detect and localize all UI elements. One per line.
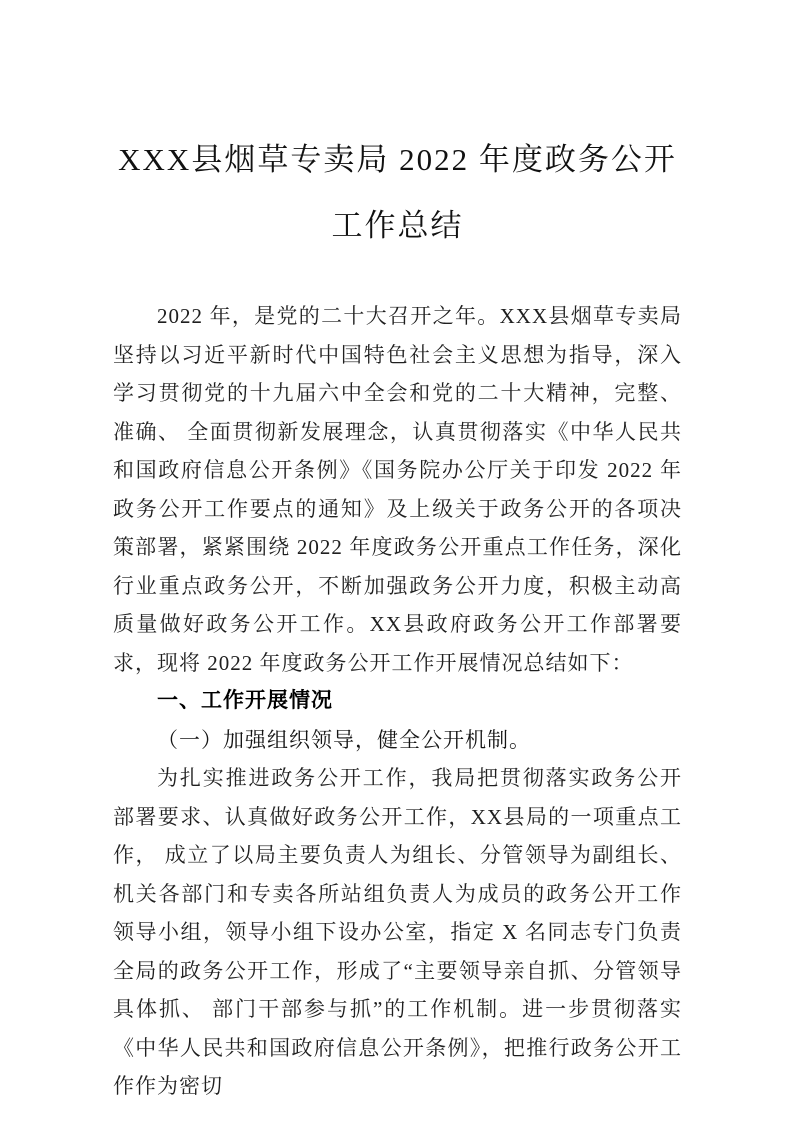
paragraph-introduction: 2022 年，是党的二十大召开之年。XXX县烟草专卖局坚持以习近平新时代中国特色社会主义思想为指导，深入学习贯彻党的十九届六中全会和党的二十大精神，完整、准确、 全面贯彻新发展理念，认真贯彻落实《中华人民共和国政府信息公开条例》《国务院办公厅关于印发 2022 年政务公开工作要点的通知》及上级关于政务公开的各项决策部署，紧紧围绕 2022 年度政务公开重点工作任务，深化行业重点政务公开，不断加强政务公开力度，积极主动高质量做好政务公开工作。XX县政府政务公开工作部署要求，现将 2022 年度政务公开工作开展情况总结如下： xyxy=(113,304,682,675)
section-heading-work-progress: 一、工作开展情况 xyxy=(157,689,333,712)
document-title: XXX县烟草专卖局 2022 年度政务公开工作总结 xyxy=(118,142,677,243)
paragraph-section-1-1: 为扎实推进政务公开工作，我局把贯彻落实政务公开部署要求、认真做好政务公开工作，XX县局的一项重点工作， 成立了以局主要负责人为组长、分管领导为副组长、机关各部门和专卖各所站组负责人为成员的政务公开工作领导小组，领导小组下设办公室，指定 X 名同志专门负责全局的政务公开工作，形成了“主要领导亲自抓、分管领导具体抓、 部门干部参与抓”的工作机制。进一步贯彻落实《中华人民共和国政府信息公开条例》，把推行政务公开工作作为密切 xyxy=(113,766,682,1098)
subsection-heading-organization-leadership: （一）加强组织领导，健全公开机制。 xyxy=(157,727,531,752)
